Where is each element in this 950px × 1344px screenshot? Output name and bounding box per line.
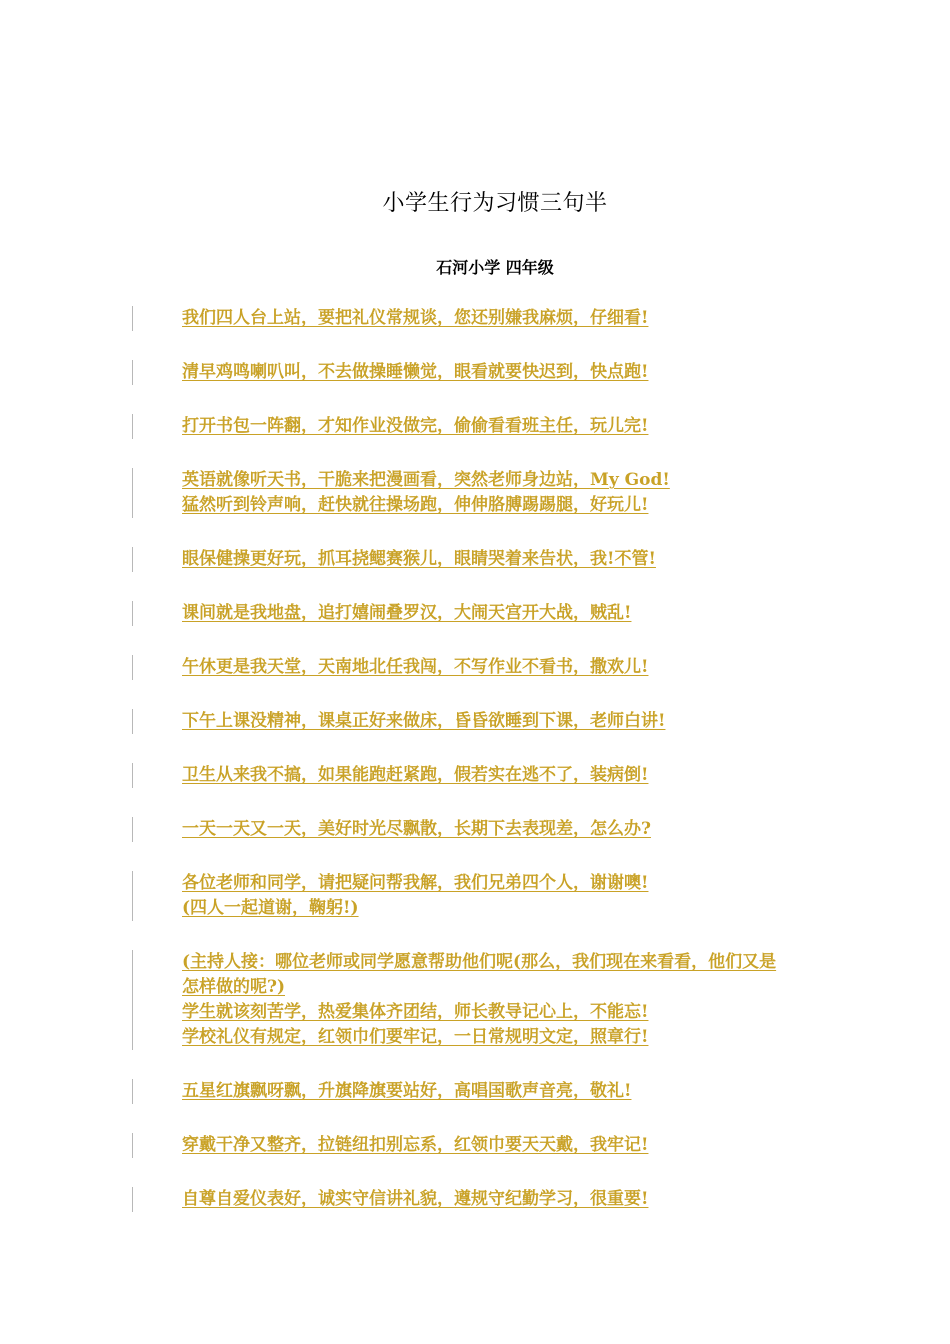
stanza-block — [132, 601, 812, 626]
stanza-line-link[interactable]: 我们四人台上站，要把礼仪常规谈，您还别嫌我麻烦，仔细看! — [182, 308, 649, 328]
stanza-line-link[interactable]: 课间就是我地盘，追打嬉闹叠罗汉，大闹天宫开大战，贼乱! — [182, 603, 632, 623]
stanza-line-link[interactable]: 一天一天又一天，美好时光尽飘散，长期下去表现差，怎么办? — [182, 819, 651, 839]
stanza-list — [132, 306, 812, 1241]
stanza-block — [132, 1187, 812, 1212]
stanza-block — [132, 871, 812, 921]
stanza-block — [132, 817, 812, 842]
stanza-block — [132, 468, 812, 518]
stanza-line-link[interactable]: 下午上课没精神，课桌正好来做床，昏昏欲睡到下课，老师白讲! — [182, 711, 666, 731]
stanza-line-link[interactable]: 自尊自爱仪表好，诚实守信讲礼貌，遵规守纪勤学习，很重要! — [182, 1189, 649, 1209]
document-subtitle: 石河小学 四年级 — [436, 258, 554, 277]
stanza-block — [132, 709, 812, 734]
stanza-line-link[interactable]: 卫生从来我不搞，如果能跑赶紧跑，假若实在逃不了，装病倒! — [182, 765, 649, 785]
stanza-line-link[interactable]: 眼保健操更好玩，抓耳挠鳃赛猴儿，眼睛哭着来告状，我!不管! — [182, 549, 656, 569]
stanza-line-link[interactable]: 学生就该刻苦学，热爱集体齐团结，师长教导记心上，不能忘! — [182, 1002, 649, 1022]
document-title: 小学生行为习惯三句半 — [382, 191, 608, 216]
stanza-line-link[interactable]: 清早鸡鸣喇叭叫，不去做操睡懒觉，眼看就要快迟到，快点跑! — [182, 362, 649, 382]
stanza-block — [132, 360, 812, 385]
stanza-line-link[interactable]: 午休更是我天堂，天南地北任我闯，不写作业不看书，撒欢儿! — [182, 657, 649, 677]
stanza-block — [132, 414, 812, 439]
stanza-line-link[interactable]: 打开书包一阵翻，才知作业没做完，偷偷看看班主任，玩儿完! — [182, 416, 649, 436]
stanza-line-link[interactable]: 五星红旗飘呀飘，升旗降旗要站好，高唱国歌声音亮，敬礼! — [182, 1081, 632, 1101]
stanza-block — [132, 763, 812, 788]
stanza-line-link[interactable]: 学校礼仪有规定，红领巾们要牢记，一日常规明文定，照章行! — [182, 1027, 649, 1047]
stanza-line-link[interactable]: (四人一起道谢，鞠躬!) — [182, 898, 359, 918]
stanza-block — [132, 950, 812, 1050]
stanza-line-link[interactable]: 穿戴干净又整齐，拉链纽扣别忘系，红领巾要天天戴，我牢记! — [182, 1135, 649, 1155]
stanza-line-link[interactable]: 猛然听到铃声响，赶快就往操场跑，伸伸胳膊踢踢腿，好玩儿! — [182, 495, 649, 515]
stanza-block — [132, 1133, 812, 1158]
stanza-line-link[interactable]: (主持人接：哪位老师或同学愿意帮助他们呢(那么，我们现在来看看，他们又是怎样做的呢?) — [182, 952, 777, 997]
stanza-block — [132, 655, 812, 680]
stanza-block — [132, 1079, 812, 1104]
stanza-line-link[interactable]: 各位老师和同学，请把疑问帮我解，我们兄弟四个人，谢谢噢! — [182, 873, 649, 893]
stanza-block — [132, 306, 812, 331]
stanza-block — [132, 547, 812, 572]
stanza-line-link[interactable]: 英语就像听天书，干脆来把漫画看，突然老师身边站，My God! — [182, 470, 670, 490]
